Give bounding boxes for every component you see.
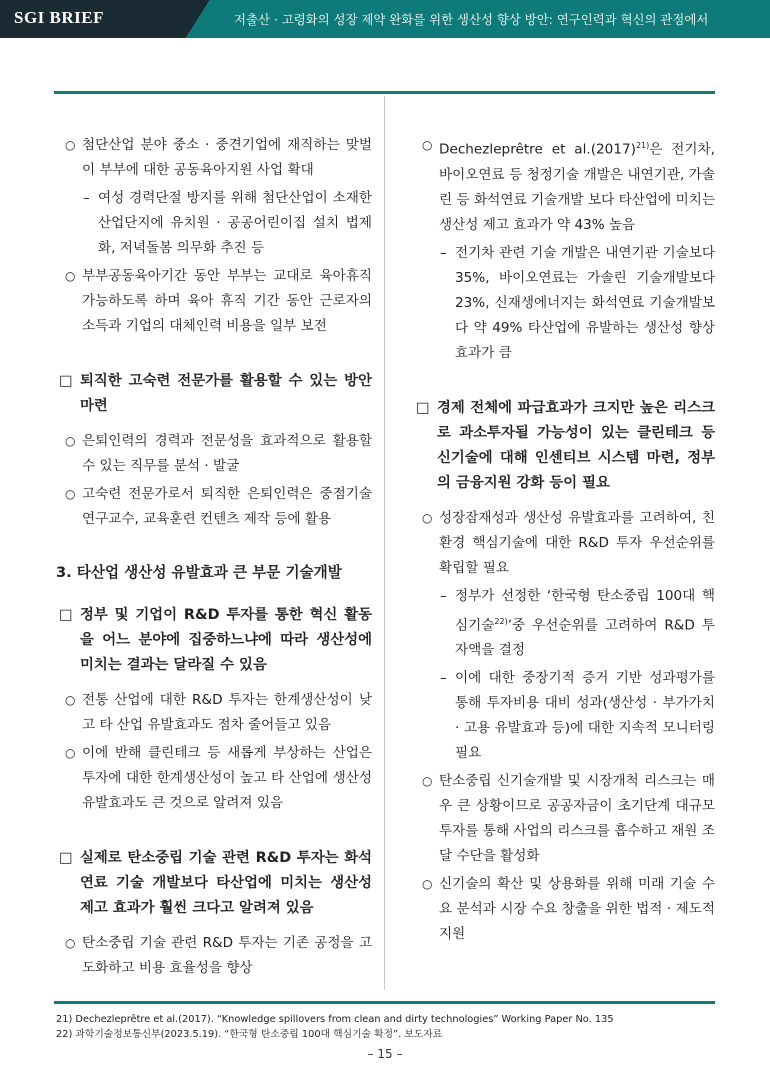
subbullet-ev-biofuel: – 전기차 관련 기술 개발은 내연기관 기술보다 35%, 바이오연료는 가솔린 기술개발보다 23%, 신재생에너지는 화석연료 기술개발보다 약 49% 타산업에 유발하는 생산성 향상 효과가 큼 (413, 241, 715, 366)
section-carbon-neutral-rnd: □ 실제로 탄소중립 기술 관련 R&D 투자는 화석연료 기술 개발보다 타산업에 미치는 생산성 제고 효과가 훨씬 크다고 알려져 있음 (56, 846, 372, 921)
circle-bullet-icon: ○ (422, 510, 433, 525)
bullet-analyze-jobs: ○ 은퇴인력의 경력과 전문성을 효과적으로 활용할 수 있는 직무를 분석 · 발굴 (56, 429, 372, 479)
subbullet-100-core-tech: – 정부가 선정한 ‘한국형 탄소중립 100대 핵심기술$^{22)}$’중 우선순위를 고려하여 R&D 투자액을 결정 (413, 584, 715, 664)
bullet-cleantech: ○ 이에 반해 클린테크 등 새롭게 부상하는 산업은 투자에 대한 한계생산성이 높고 타 산업에 생산성 유발효과도 큰 것으로 알려져 있음 (56, 741, 372, 816)
square-bullet-icon: □ (59, 850, 73, 866)
bottom-rule (54, 1001, 715, 1004)
dash-bullet-icon: – (83, 190, 90, 206)
square-bullet-icon: □ (416, 399, 430, 416)
square-bullet-icon: □ (59, 607, 73, 623)
circle-bullet-icon: ○ (422, 877, 433, 892)
circle-bullet-icon: ○ (422, 774, 433, 789)
circle-bullet-icon: ○ (65, 138, 76, 152)
subbullet-performance-eval: – 이에 대한 중장기적 증거 기반 성과평가를 통해 투자비용 대비 성과(생산성 · 부가가치 · 고용 유발효과 등)에 대한 지속적 모니터링 필요 (413, 666, 715, 766)
dash-bullet-icon: – (440, 587, 447, 604)
bullet-research-professor: ○ 고숙련 전문가로서 퇴직한 은퇴인력은 중점기술연구교수, 교육훈련 컨텐츠 제작 등에 활용 (56, 482, 372, 532)
footnote-ref-21: 21) (635, 141, 650, 150)
section-retired-experts: □ 퇴직한 고숙련 전문가를 활용할 수 있는 방안 마련 (56, 369, 372, 419)
circle-bullet-icon: ○ (65, 434, 76, 448)
footnotes (56, 1012, 614, 1042)
dash-bullet-icon: – (440, 244, 447, 261)
circle-bullet-icon: ○ (65, 936, 76, 950)
page-header (0, 0, 770, 38)
left-column (56, 100, 372, 981)
section-incentive-system: □ 경제 전체에 파급효과가 크지만 높은 리스크로 과소투자될 가능성이 있는 클린테크 등 신기술에 대해 인센티브 시스템 마련, 정부의 금융지원 강화 등이 필요 (413, 396, 715, 496)
circle-bullet-icon: ○ (65, 693, 76, 707)
circle-bullet-icon: ○ (65, 746, 76, 760)
bullet-parental-leave: ○ 부부공동육아기간 동안 부부는 교대로 육아휴직 가능하도록 하며 육아 휴직 기간 동안 근로자의 소득과 기업의 대체인력 비용을 일부 보전 (56, 264, 372, 339)
right-column (413, 100, 715, 947)
bullet-priority: ○ 성장잠재성과 생산성 유발효과를 고려하여, 친환경 핵심기술에 대한 R&D 투자 우선순위를 확립할 필요 (413, 506, 715, 581)
circle-bullet-icon: ○ (65, 269, 76, 283)
bullet-traditional-industry: ○ 전통 산업에 대한 R&D 투자는 한계생산성이 낮고 타 산업 유발효과도 점차 줄어들고 있음 (56, 688, 372, 738)
bullet-public-funding: ○ 탄소중립 신기술개발 및 시장개척 리스크는 매우 큰 상황이므로 공공자금이 초기단계 대규모 투자를 통해 사업의 리스크를 흡수하고 재원 조달 수단을 활성화 (413, 769, 715, 869)
bullet-childcare-support: ○ 첨단산업 분야 중소 · 중견기업에 재직하는 맞벌이 부부에 대한 공동육아지원 사업 확대 (56, 133, 372, 183)
subbullet-career-break: – 여성 경력단절 방지를 위해 첨단산업이 소재한 산업단지에 유치원 · 공공어린이집 설치 법제화, 저녁돌봄 의무화 추진 등 (56, 186, 372, 261)
page-number: – 15 – (367, 1047, 403, 1061)
circle-bullet-icon: ○ (65, 487, 76, 501)
footnote-ref-22: 22) (494, 616, 508, 626)
brand-label: SGI BRIEF (14, 8, 104, 27)
bullet-process-upgrade: ○ 탄소중립 기술 관련 R&D 투자는 기존 공정을 고도화하고 비용 효율성을 향상 (56, 931, 372, 981)
column-divider (384, 96, 385, 990)
footnote-21: 21) Dechezleprêtre et al.(2017). “Knowledge spillovers from clean and dirty technologies” Working Paper No. 135 (56, 1014, 614, 1025)
section-heading-3: 3. 타산업 생산성 유발효과 큰 부문 기술개발 (56, 564, 342, 581)
bullet-dechezlepretre: ○ Dechezleprêtre et $al.(2017)^{21)}$은 전기차, 바이오연료 등 청정기술 개발은 내연기관, 가솔린 등 화석연료 기술개발 보다 타산업에 미치는 생산성 제고 효과가 약 43% 높음 (413, 133, 715, 238)
dash-bullet-icon: – (440, 670, 447, 687)
footnote-22: 22) 과학기술정보통신부(2023.5.19). “한국형 탄소중립 100대 핵심기술 확정”. 보도자료 (56, 1029, 443, 1040)
top-rule (54, 91, 715, 94)
document-title: 저출산 · 고령화의 성장 제약 완화를 위한 생산성 향상 방안: 연구인력과 혁신의 관점에서 (234, 12, 709, 27)
square-bullet-icon: □ (59, 373, 73, 389)
section-rnd-focus: □ 정부 및 기업이 R&D 투자를 통한 혁신 활동을 어느 분야에 집중하느냐에 따라 생산성에 미치는 결과는 달라질 수 있음 (56, 603, 372, 678)
bullet-legal-support: ○ 신기술의 확산 및 상용화를 위해 미래 기술 수요 분석과 시장 수요 창출을 위한 법적 · 제도적 지원 (413, 872, 715, 947)
circle-bullet-icon: ○ (422, 138, 433, 152)
